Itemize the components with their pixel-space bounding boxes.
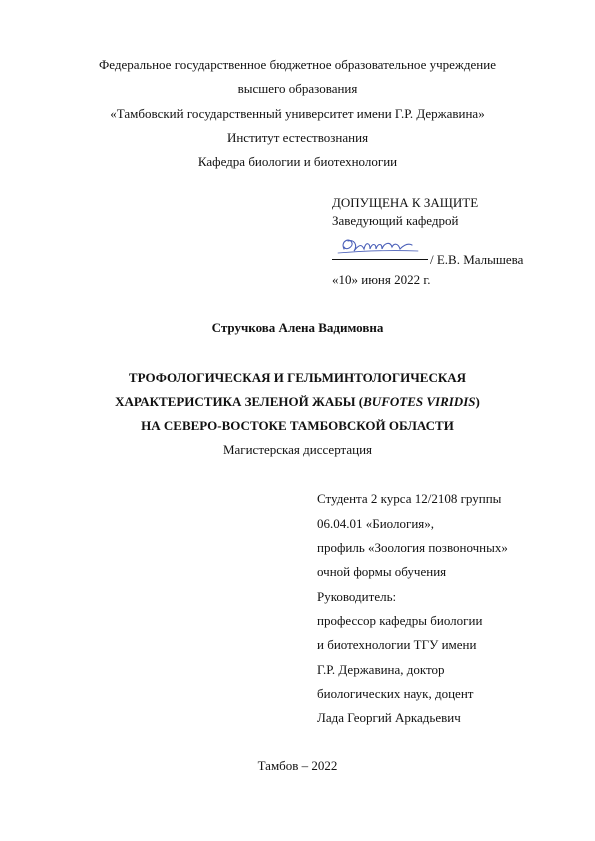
institute-name: Институт естествознания: [226, 130, 369, 145]
document-type: Магистерская диссертация: [222, 442, 373, 457]
thesis-title-line-2: ХАРАКТЕРИСТИКА ЗЕЛЕНОЙ ЖАБЫ (BUFOTES VIRIDIS): [115, 394, 480, 409]
approver-name: / Е.В. Малышева: [430, 252, 524, 267]
institution-line-2: высшего образования: [237, 81, 358, 96]
university-name: «Тамбовский государственный университет имени Г.Р. Державина»: [110, 106, 485, 121]
detail-line: и биотехнологии ТГУ имени: [317, 637, 477, 652]
detail-line: Г.Р. Державина, доктор: [317, 662, 445, 677]
department-name: Кафедра биологии и биотехнологии: [197, 154, 398, 169]
detail-line: биологических наук, доцент: [317, 686, 474, 701]
detail-line: Лада Георгий Аркадьевич: [317, 710, 461, 725]
detail-line: очной формы обучения: [317, 564, 447, 579]
approval-role: Заведующий кафедрой: [332, 213, 459, 228]
detail-line: Студента 2 курса 12/2108 группы: [317, 491, 502, 506]
institution-line-1: Федеральное государственное бюджетное образовательное учреждение: [99, 57, 496, 72]
signature-image: [332, 231, 422, 261]
species-name: BUFOTES VIRIDIS: [363, 394, 476, 409]
detail-line: профиль «Зоология позвоночных»: [317, 540, 508, 555]
approval-date: «10» июня 2022 г.: [332, 272, 431, 287]
city-year: Тамбов – 2022: [257, 758, 338, 773]
approval-heading: ДОПУЩЕНА К ЗАЩИТЕ: [332, 195, 479, 210]
detail-line: 06.04.01 «Биология»,: [317, 516, 435, 531]
detail-line: Руководитель:: [317, 589, 397, 604]
thesis-title-line-1: ТРОФОЛОГИЧЕСКАЯ И ГЕЛЬМИНТОЛОГИЧЕСКАЯ: [128, 370, 467, 385]
author-name: Стручкова Алена Вадимовна: [211, 320, 384, 335]
thesis-title-line-3: НА СЕВЕРО-ВОСТОКЕ ТАМБОВСКОЙ ОБЛАСТИ: [141, 418, 454, 433]
detail-line: профессор кафедры биологии: [317, 613, 483, 628]
signature-line: [332, 259, 428, 260]
